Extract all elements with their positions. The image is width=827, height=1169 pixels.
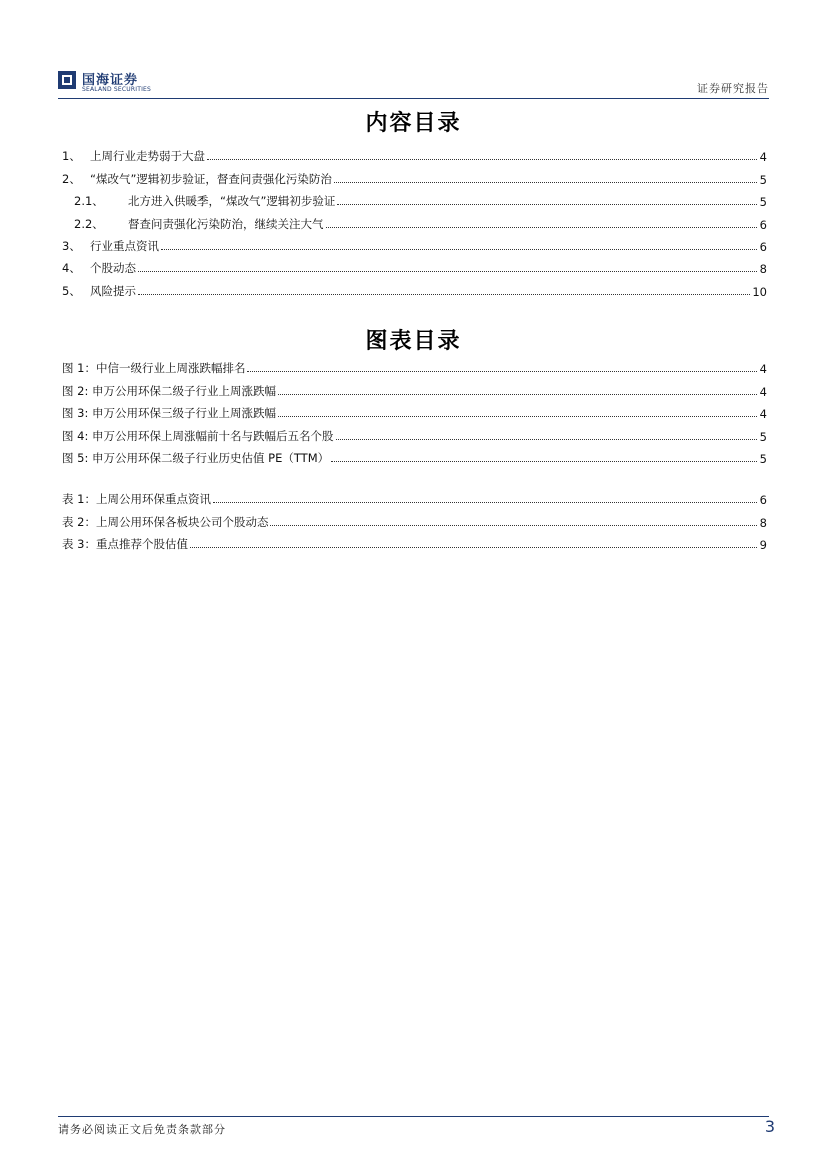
toc-entry-number: 2.2、 bbox=[74, 216, 104, 231]
figures-title: 图表目录 bbox=[365, 329, 462, 354]
toc-entry-label: 表 3：重点推荐个股估值 bbox=[62, 537, 188, 552]
page-header bbox=[58, 66, 769, 99]
page-number: 3 bbox=[764, 1117, 775, 1136]
contents-list bbox=[62, 142, 767, 299]
toc-entry-number: 2.1、 bbox=[74, 194, 104, 209]
toc-entry-label: 北方进入供暖季，“煤改气”逻辑初步验证 bbox=[128, 194, 336, 209]
logo-cn-text: 国海证券 bbox=[82, 73, 139, 88]
toc-entry-page: 5 bbox=[759, 172, 767, 187]
dot-leader bbox=[213, 502, 757, 503]
toc-entry-label: 表 2：上周公用环保各板块公司个股动态 bbox=[62, 514, 269, 529]
logo-icon bbox=[58, 71, 76, 89]
toc-entry-page: 6 bbox=[759, 493, 767, 508]
tables-list bbox=[62, 485, 767, 552]
dot-leader bbox=[337, 204, 757, 205]
toc-entry-page: 5 bbox=[759, 195, 767, 210]
dot-leader bbox=[334, 182, 757, 183]
toc-entry[interactable] bbox=[62, 421, 767, 443]
dot-leader bbox=[326, 227, 758, 228]
toc-entry-page: 10 bbox=[752, 284, 767, 299]
contents-title: 内容目录 bbox=[365, 111, 462, 136]
logo-en-text: SEALAND SECURITIES bbox=[82, 86, 152, 93]
toc-entry-page: 4 bbox=[759, 384, 767, 399]
toc-entry-label: 个股动态 bbox=[90, 261, 136, 276]
toc-entry[interactable] bbox=[62, 530, 767, 552]
toc-entry-label: 图 5: 申万公用环保二级子行业历史估值 PE（TTM） bbox=[62, 450, 330, 465]
toc-entry[interactable] bbox=[62, 254, 767, 276]
toc-entry-number: 3、 bbox=[62, 238, 81, 253]
toc-entry-page: 4 bbox=[759, 407, 767, 422]
toc-entry-label: 图 2: 申万公用环保二级子行业上周涨跌幅 bbox=[62, 383, 277, 398]
toc-entry-label: 督查问责强化污染防治，继续关注大气 bbox=[128, 216, 324, 231]
toc-entry-page: 6 bbox=[759, 217, 767, 232]
figures-list bbox=[62, 354, 767, 466]
toc-entry-number: 5、 bbox=[62, 283, 81, 298]
toc-entry-page: 5 bbox=[759, 451, 767, 466]
dot-leader bbox=[207, 159, 757, 160]
toc-entry-label: 行业重点资讯 bbox=[90, 238, 159, 253]
toc-entry-label: 图 1：中信一级行业上周涨跌幅排名 bbox=[62, 361, 246, 376]
toc-entry[interactable] bbox=[62, 209, 767, 231]
dot-leader bbox=[161, 249, 757, 250]
toc-entry-number: 1、 bbox=[62, 149, 81, 164]
toc-entry[interactable] bbox=[62, 276, 767, 298]
toc-entry-number: 4、 bbox=[62, 261, 81, 276]
toc-entry-page: 9 bbox=[759, 538, 767, 553]
toc-entry[interactable] bbox=[62, 485, 767, 507]
company-logo bbox=[58, 69, 162, 95]
toc-entry-label: “煤改气”逻辑初步验证，督查问责强化污染防治 bbox=[90, 171, 332, 186]
toc-entry[interactable] bbox=[62, 399, 767, 421]
toc-entry-page: 4 bbox=[759, 362, 767, 377]
toc-entry-label: 图 3: 申万公用环保三级子行业上周涨跌幅 bbox=[62, 406, 277, 421]
dot-leader bbox=[270, 525, 757, 526]
toc-entry[interactable] bbox=[62, 187, 767, 209]
dot-leader bbox=[278, 394, 757, 395]
dot-leader bbox=[190, 547, 757, 548]
dot-leader bbox=[278, 416, 757, 417]
dot-leader bbox=[336, 439, 758, 440]
toc-entry-label: 表 1：上周公用环保重点资讯 bbox=[62, 492, 211, 507]
dot-leader bbox=[331, 461, 757, 462]
dot-leader bbox=[138, 294, 750, 295]
page-footer bbox=[58, 1116, 775, 1136]
toc-entry[interactable] bbox=[62, 376, 767, 398]
toc-entry-label: 图 4: 申万公用环保上周涨幅前十名与跌幅后五名个股 bbox=[62, 428, 334, 443]
toc-entry[interactable] bbox=[62, 232, 767, 254]
toc-entry-page: 5 bbox=[759, 429, 767, 444]
dot-leader bbox=[247, 371, 757, 372]
toc-entry-page: 8 bbox=[759, 515, 767, 530]
toc-entry[interactable] bbox=[62, 142, 767, 164]
toc-entry[interactable] bbox=[62, 507, 767, 529]
toc-entry-page: 4 bbox=[759, 150, 767, 165]
toc-entry-label: 风险提示 bbox=[90, 283, 136, 298]
report-type-label: 证券研究报告 bbox=[697, 82, 769, 95]
toc-entry[interactable] bbox=[62, 444, 767, 466]
toc-entry-page: 8 bbox=[759, 262, 767, 277]
disclaimer-text: 请务必阅读正文后免责条款部分 bbox=[58, 1123, 226, 1136]
toc-entry-number: 2、 bbox=[62, 171, 81, 186]
toc-entry-label: 上周行业走势弱于大盘 bbox=[90, 149, 205, 164]
dot-leader bbox=[138, 271, 757, 272]
toc-entry[interactable] bbox=[62, 164, 767, 186]
toc-entry-page: 6 bbox=[759, 239, 767, 254]
toc-entry[interactable] bbox=[62, 354, 767, 376]
